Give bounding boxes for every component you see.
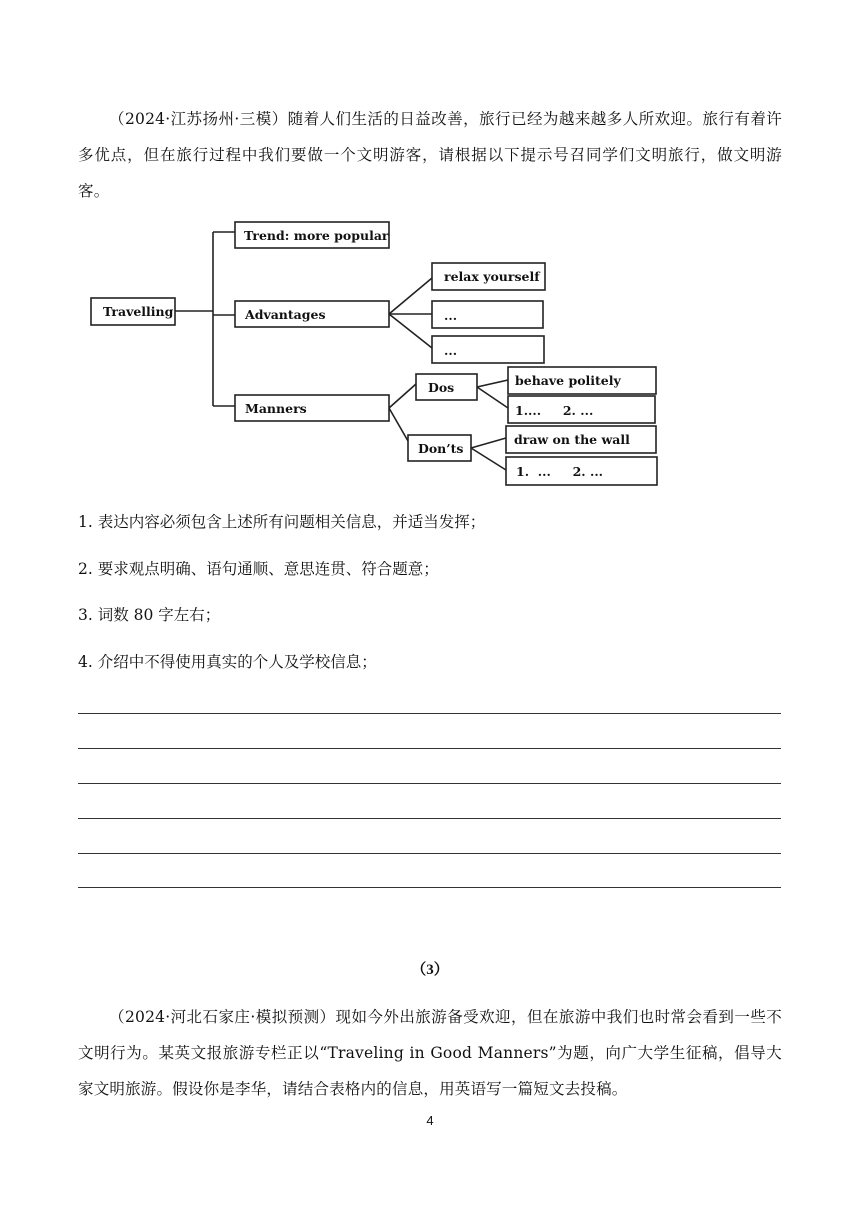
intro-paragraph: （2024·江苏扬州·三模）随着人们生活的日益改善，旅行已经为越来越多人所欢迎。旅行有着许多优点，但在旅行过程中我们要做一个文明游客，请根据以下提示号召同学们文明旅行，做文明游客。 [78,110,782,200]
answer-writing-line[interactable] [78,853,781,854]
mindmap-advantages-label: Advantages [245,307,326,322]
mindmap-dos-item-label: behave politely [515,373,621,388]
answer-writing-line[interactable] [78,818,781,819]
answer-writing-line[interactable] [78,783,781,784]
mindmap-adv-item-label: relax yourself [444,269,540,284]
answer-writing-line[interactable] [78,748,781,749]
mindmap-trend-label: Trend: more popular [244,228,389,243]
requirement-item: 1. 表达内容必须包含上述所有问题相关信息，并适当发挥； [78,513,486,531]
answer-writing-line[interactable] [78,887,781,888]
requirement-item: 3. 词数 80 字左右； [78,606,221,624]
mindmap-donts-label: Don’ts [418,441,464,456]
mindmap-root-label: Travelling [103,304,174,319]
mindmap-dos-item-label: 1.... 2. ... [515,403,594,418]
mindmap-dos-label: Dos [428,380,455,395]
second-paragraph: （2024·河北石家庄·模拟预测）现如今外出旅游备受欢迎，但在旅游中我们也时常会看到一些不文明行为。某英文报旅游专栏正以“Traveling in Good Manners”为题，向广大学生征稿，倡导大家文明旅游。假设你是李华，请结合表格内的信息，用英语写一篇短文去投稿。 [78,1008,782,1098]
mindmap-donts-item-label: 1. ... 2. ... [516,464,604,479]
answer-writing-line[interactable] [78,713,781,714]
mindmap-adv-item-label: ... [444,308,458,323]
page-number: 4 [426,1113,434,1128]
requirement-item: 2. 要求观点明确、语句通顺、意思连贯、符合题意； [78,560,439,578]
requirement-item: 4. 介绍中不得使用真实的个人及学校信息； [78,653,377,671]
travelling-mindmap [78,210,678,490]
mindmap-adv-item-label: ... [444,343,458,358]
mindmap-manners-label: Manners [245,401,307,416]
section-number: （3） [411,962,449,978]
mindmap-donts-item-label: draw on the wall [514,432,630,447]
